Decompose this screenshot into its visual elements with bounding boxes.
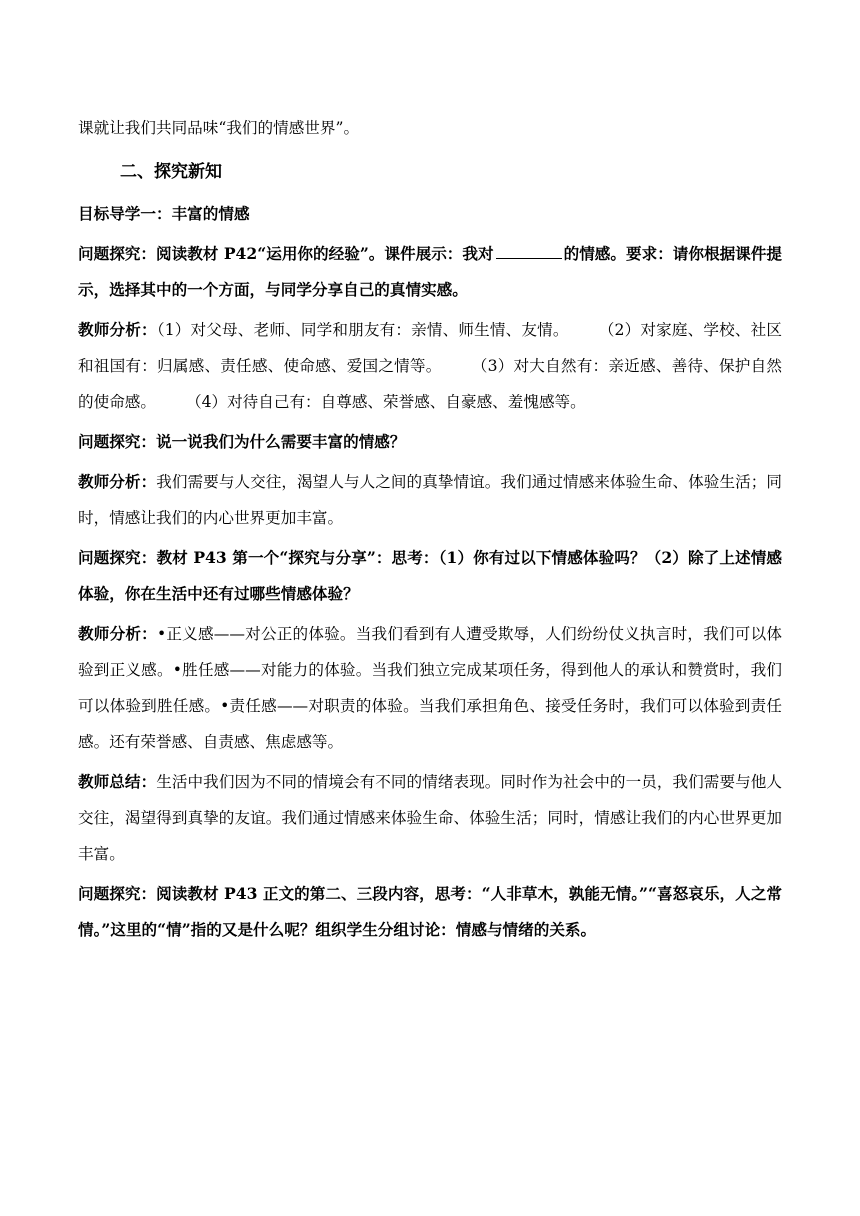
analysis-item-3: （3）对大自然有：亲近感、善待、保护自然的使命感。 (78, 357, 782, 411)
section-heading: 二、探究新知 (120, 162, 222, 182)
analysis-text: 我们需要与人交往，渴望人与人之间的真挚情谊。我们通过情感来体验生命、体验生活；同时，情感让我们的内心世界更加丰富。 (78, 473, 782, 527)
question-label: 问题探究： (78, 432, 156, 451)
question-4 (78, 876, 782, 948)
analysis-item-2: （2）对家庭、学校、社区和祖国有：归属感、责任感、使命感、爱国之情等。 (78, 321, 782, 375)
analysis-1 (78, 312, 782, 420)
question-text-part2: 的情感。要求：请你根据课件提示，选择其中的一个方面，与同学分享自己的真情实感。 (78, 244, 782, 299)
analysis-2 (78, 464, 782, 536)
question-text: 说一说我们为什么需要丰富的情感？ (155, 432, 406, 451)
analysis-label: 教师分析： (78, 320, 157, 339)
question-label: 问题探究： (78, 244, 156, 263)
teacher-summary (78, 764, 782, 872)
question-3 (78, 540, 782, 612)
question-text: 教材 P43 第一个“探究与分享”：思考：（1）你有过以下情感体验吗？（2）除了上述情感体验，你在生活中还有过哪些情感体验？ (78, 548, 782, 603)
question-label: 问题探究： (78, 884, 157, 903)
analysis-item-1: （1）对父母、老师、同学和朋友有：亲情、师生情、友情。 (156, 321, 569, 339)
fill-blank (496, 242, 562, 259)
analysis-label: 教师分析： (78, 624, 157, 643)
question-text: 阅读教材 P43 正文的第二、三段内容，思考：“人非草木，孰能无情。”“喜怒哀乐，人之常情。”这里的“情”指的又是什么呢？组织学生分组讨论：情感与情绪的关系。 (78, 884, 782, 939)
question-2 (78, 424, 782, 460)
analysis-text: •正义感——对公正的体验。当我们看到有人遭受欺辱，人们纷纷仗义执言时，我们可以体验到正义感。•胜任感——对能力的体验。当我们独立完成某项任务，得到他人的承认和赞赏时，我们可以体验到胜任感。•责任感——对职责的体验。当我们承担角色、接受任务时，我们可以体验到责任感。还有荣誉感、自责感、焦虑感等。 (78, 625, 782, 751)
summary-label: 教师总结： (78, 772, 157, 791)
question-label: 问题探究： (78, 548, 157, 567)
goal-heading: 目标导学一：丰富的情感 (78, 204, 250, 223)
question-text-part1: 阅读教材 P42“运用你的经验”。课件展示：我对 (156, 244, 494, 263)
question-1 (78, 236, 782, 308)
analysis-item-4: （4）对待自己有：自尊感、荣誉感、自豪感、羞愧感等。 (185, 393, 586, 411)
summary-text: 生活中我们因为不同的情境会有不同的情绪表现。同时作为社会中的一员，我们需要与他人交往，渴望得到真挚的友谊。我们通过情感来体验生命、体验生活；同时，情感让我们的内心世界更加丰富。 (78, 773, 782, 863)
analysis-3 (78, 616, 782, 760)
analysis-label: 教师分析： (78, 472, 157, 491)
intro-tail: 课就让我们共同品味“我们的情感世界”。 (78, 119, 360, 137)
